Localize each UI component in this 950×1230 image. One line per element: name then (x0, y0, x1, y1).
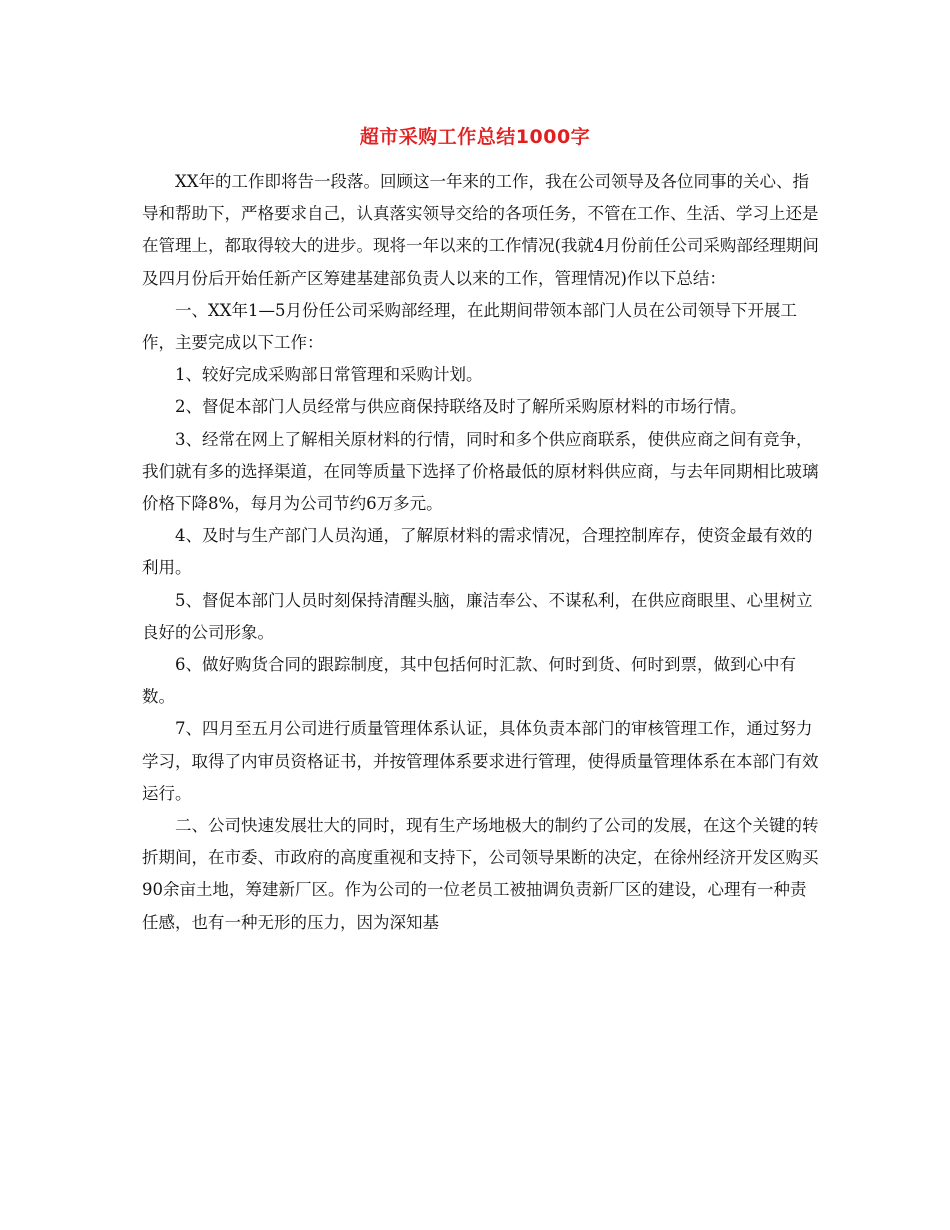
paragraph-item-3: 3、经常在网上了解相关原材料的行情，同时和多个供应商联系，使供应商之间有竞争，我们就有多的选择渠道，在同等质量下选择了价格最低的原材料供应商，与去年同期相比玻璃价格下降8%，每月为公司节约6万多元。 (142, 429, 819, 514)
document-title: 超市采购工作总结1000字 (359, 126, 591, 148)
paragraph-item-1: 1、较好完成采购部日常管理和采购计划。 (175, 365, 483, 385)
paragraph-item-7: 7、四月至五月公司进行质量管理体系认证，具体负责本部门的审核管理工作，通过努力学习，取得了内审员资格证书，并按管理体系要求进行管理，使得质量管理体系在本部门有效运行。 (142, 719, 819, 803)
paragraph-section-2: 二、公司快速发展壮大的同时，现有生产场地极大的制约了公司的发展，在这个关键的转折期间，在市委、市政府的高度重视和支持下，公司领导果断的决定，在徐州经济开发区购买90余亩土地，筹建新厂区。作为公司的一位老员工被抽调负责新厂区的建设，心理有一种责任感，也有一种无形的压力，因为深知基 (142, 816, 819, 932)
paragraph-item-5: 5、督促本部门人员时刻保持清醒头脑，廉洁奉公、不谋私利，在供应商眼里、心里树立良好的公司形象。 (142, 590, 813, 642)
paragraph-section-1: 一、XX年1—5月份任公司采购部经理，在此期间带领本部门人员在公司领导下开展工作，主要完成以下工作： (142, 300, 797, 353)
paragraph-item-4: 4、及时与生产部门人员沟通，了解原材料的需求情况，合理控制库存，使资金最有效的利用。 (142, 526, 813, 578)
paragraph-item-6: 6、做好购货合同的跟踪制度，其中包括何时汇款、何时到货、何时到票，做到心中有数。 (142, 655, 796, 707)
paragraph-item-2: 2、督促本部门人员经常与供应商保持联络及时了解所采购原材料的市场行情。 (175, 397, 747, 417)
paragraph-intro: XX年的工作即将告一段落。回顾这一年来的工作，我在公司领导及各位同事的关心、指导和帮助下，严格要求自己，认真落实领导交给的各项任务，不管在工作、生活、学习上还是在管理上，都取得较大的进步。现将一年以来的工作情况(我就4月份前任公司采购部经理期间及四月份后开始任新产区筹建基建部负责人以来的工作，管理情况)作以下总结： (142, 172, 819, 288)
document-body (142, 166, 822, 939)
